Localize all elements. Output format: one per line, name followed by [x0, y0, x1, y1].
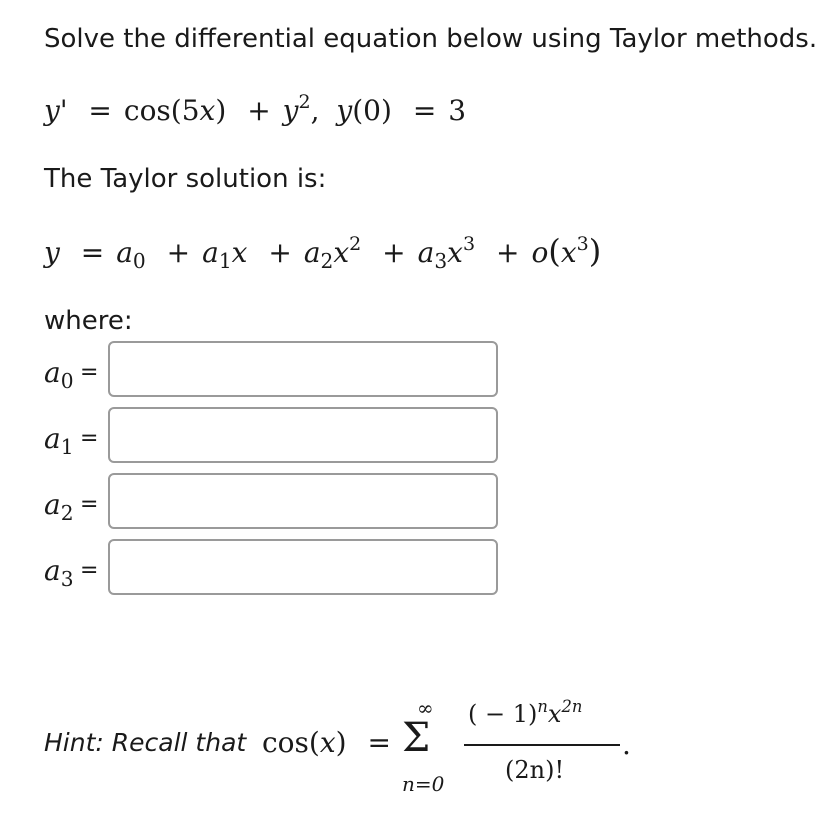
coef-label-a1	[44, 422, 74, 459]
coef-symbol: a	[44, 554, 61, 587]
series-o-x: x	[560, 236, 577, 269]
series-y: y	[44, 236, 60, 269]
coef-equals-a2: =	[80, 492, 99, 517]
coef-label-a2	[44, 488, 74, 525]
series-a1-index: 1	[218, 248, 232, 273]
series-a0: a	[116, 236, 133, 269]
series-rparen: )	[588, 232, 602, 270]
series-a3: a	[417, 236, 435, 269]
hint-sum-upper: ∞	[417, 696, 434, 720]
instruction-text: Solve the differential equation below using Taylor methods.	[44, 24, 818, 54]
coef-index: 0	[60, 368, 74, 393]
series-lparen: (	[548, 232, 561, 270]
answer-input-a3[interactable]	[108, 539, 498, 595]
coef-symbol: a	[44, 356, 61, 389]
hint-denominator: (2n)!	[505, 756, 565, 784]
solution-intro-text: The Taylor solution is:	[44, 164, 327, 194]
ode-cos: cos(5	[123, 94, 200, 127]
series-a1: a	[202, 236, 219, 269]
hint-sum-lower: n=0	[402, 772, 445, 796]
taylor-series-expression	[44, 232, 602, 273]
coef-symbol: a	[44, 422, 61, 455]
ode-cos-var: x	[199, 94, 216, 127]
answer-input-a2[interactable]	[108, 473, 498, 529]
coef-index: 3	[60, 566, 74, 591]
hint-equals: =	[367, 726, 391, 759]
series-a3-index: 3	[434, 248, 448, 273]
ic-arg: (0)	[352, 94, 392, 127]
series-plus-1: +	[166, 236, 191, 269]
hint-num-exp-2n: 2n	[561, 696, 583, 716]
series-x1: x	[231, 236, 248, 269]
ode-y: y	[282, 94, 299, 127]
hint-x: x	[319, 726, 336, 759]
series-equals: =	[80, 236, 105, 269]
ode-equation	[44, 91, 467, 127]
ic-value: 3	[448, 94, 467, 127]
coef-equals-a3: =	[80, 558, 99, 583]
coef-label-a0	[44, 356, 74, 393]
answer-input-a1[interactable]	[108, 407, 498, 463]
answer-input-a0[interactable]	[108, 341, 498, 397]
series-plus-3: +	[382, 236, 406, 269]
series-o-exp: 3	[576, 233, 589, 256]
coef-index: 1	[60, 434, 74, 459]
hint-cos-expression	[262, 726, 403, 759]
series-a2-index: 2	[320, 248, 334, 273]
series-little-o: o	[531, 236, 549, 269]
ic-y: y	[336, 94, 353, 127]
series-plus-2: +	[268, 236, 292, 269]
hint-sigma: Σ	[402, 715, 431, 761]
series-x3-exp: 3	[462, 233, 476, 256]
hint-cos: cos(	[262, 726, 320, 759]
hint-num-x: x	[547, 700, 562, 728]
series-plus-4: +	[495, 236, 520, 269]
series-x2: x	[333, 236, 350, 269]
hint-cos-close: )	[335, 726, 347, 759]
ic-equals: =	[412, 94, 437, 127]
coef-equals-a0: =	[80, 360, 99, 385]
ode-cos-close: )	[215, 94, 227, 127]
series-x3: x	[447, 236, 463, 269]
ode-plus: +	[247, 94, 271, 127]
hint-num-base: ( − 1)	[468, 700, 538, 728]
coef-label-a3	[44, 554, 74, 591]
coef-symbol: a	[44, 488, 61, 521]
hint-text: Hint: Recall that	[44, 728, 247, 757]
ode-exponent: 2	[298, 91, 311, 114]
where-label: where:	[44, 306, 133, 336]
hint-numerator	[468, 696, 583, 728]
series-a2: a	[303, 236, 321, 269]
coef-equals-a1: =	[80, 426, 99, 451]
ode-equals: =	[88, 94, 112, 127]
coef-index: 2	[60, 500, 74, 525]
hint-num-exp-n: n	[537, 696, 548, 716]
ode-comma: ,	[310, 94, 320, 127]
ode-lhs: y'	[44, 94, 68, 127]
series-a0-index: 0	[132, 248, 146, 273]
hint-fraction-bar	[464, 744, 620, 746]
hint-period: .	[622, 728, 631, 761]
series-x2-exp: 2	[349, 233, 362, 256]
